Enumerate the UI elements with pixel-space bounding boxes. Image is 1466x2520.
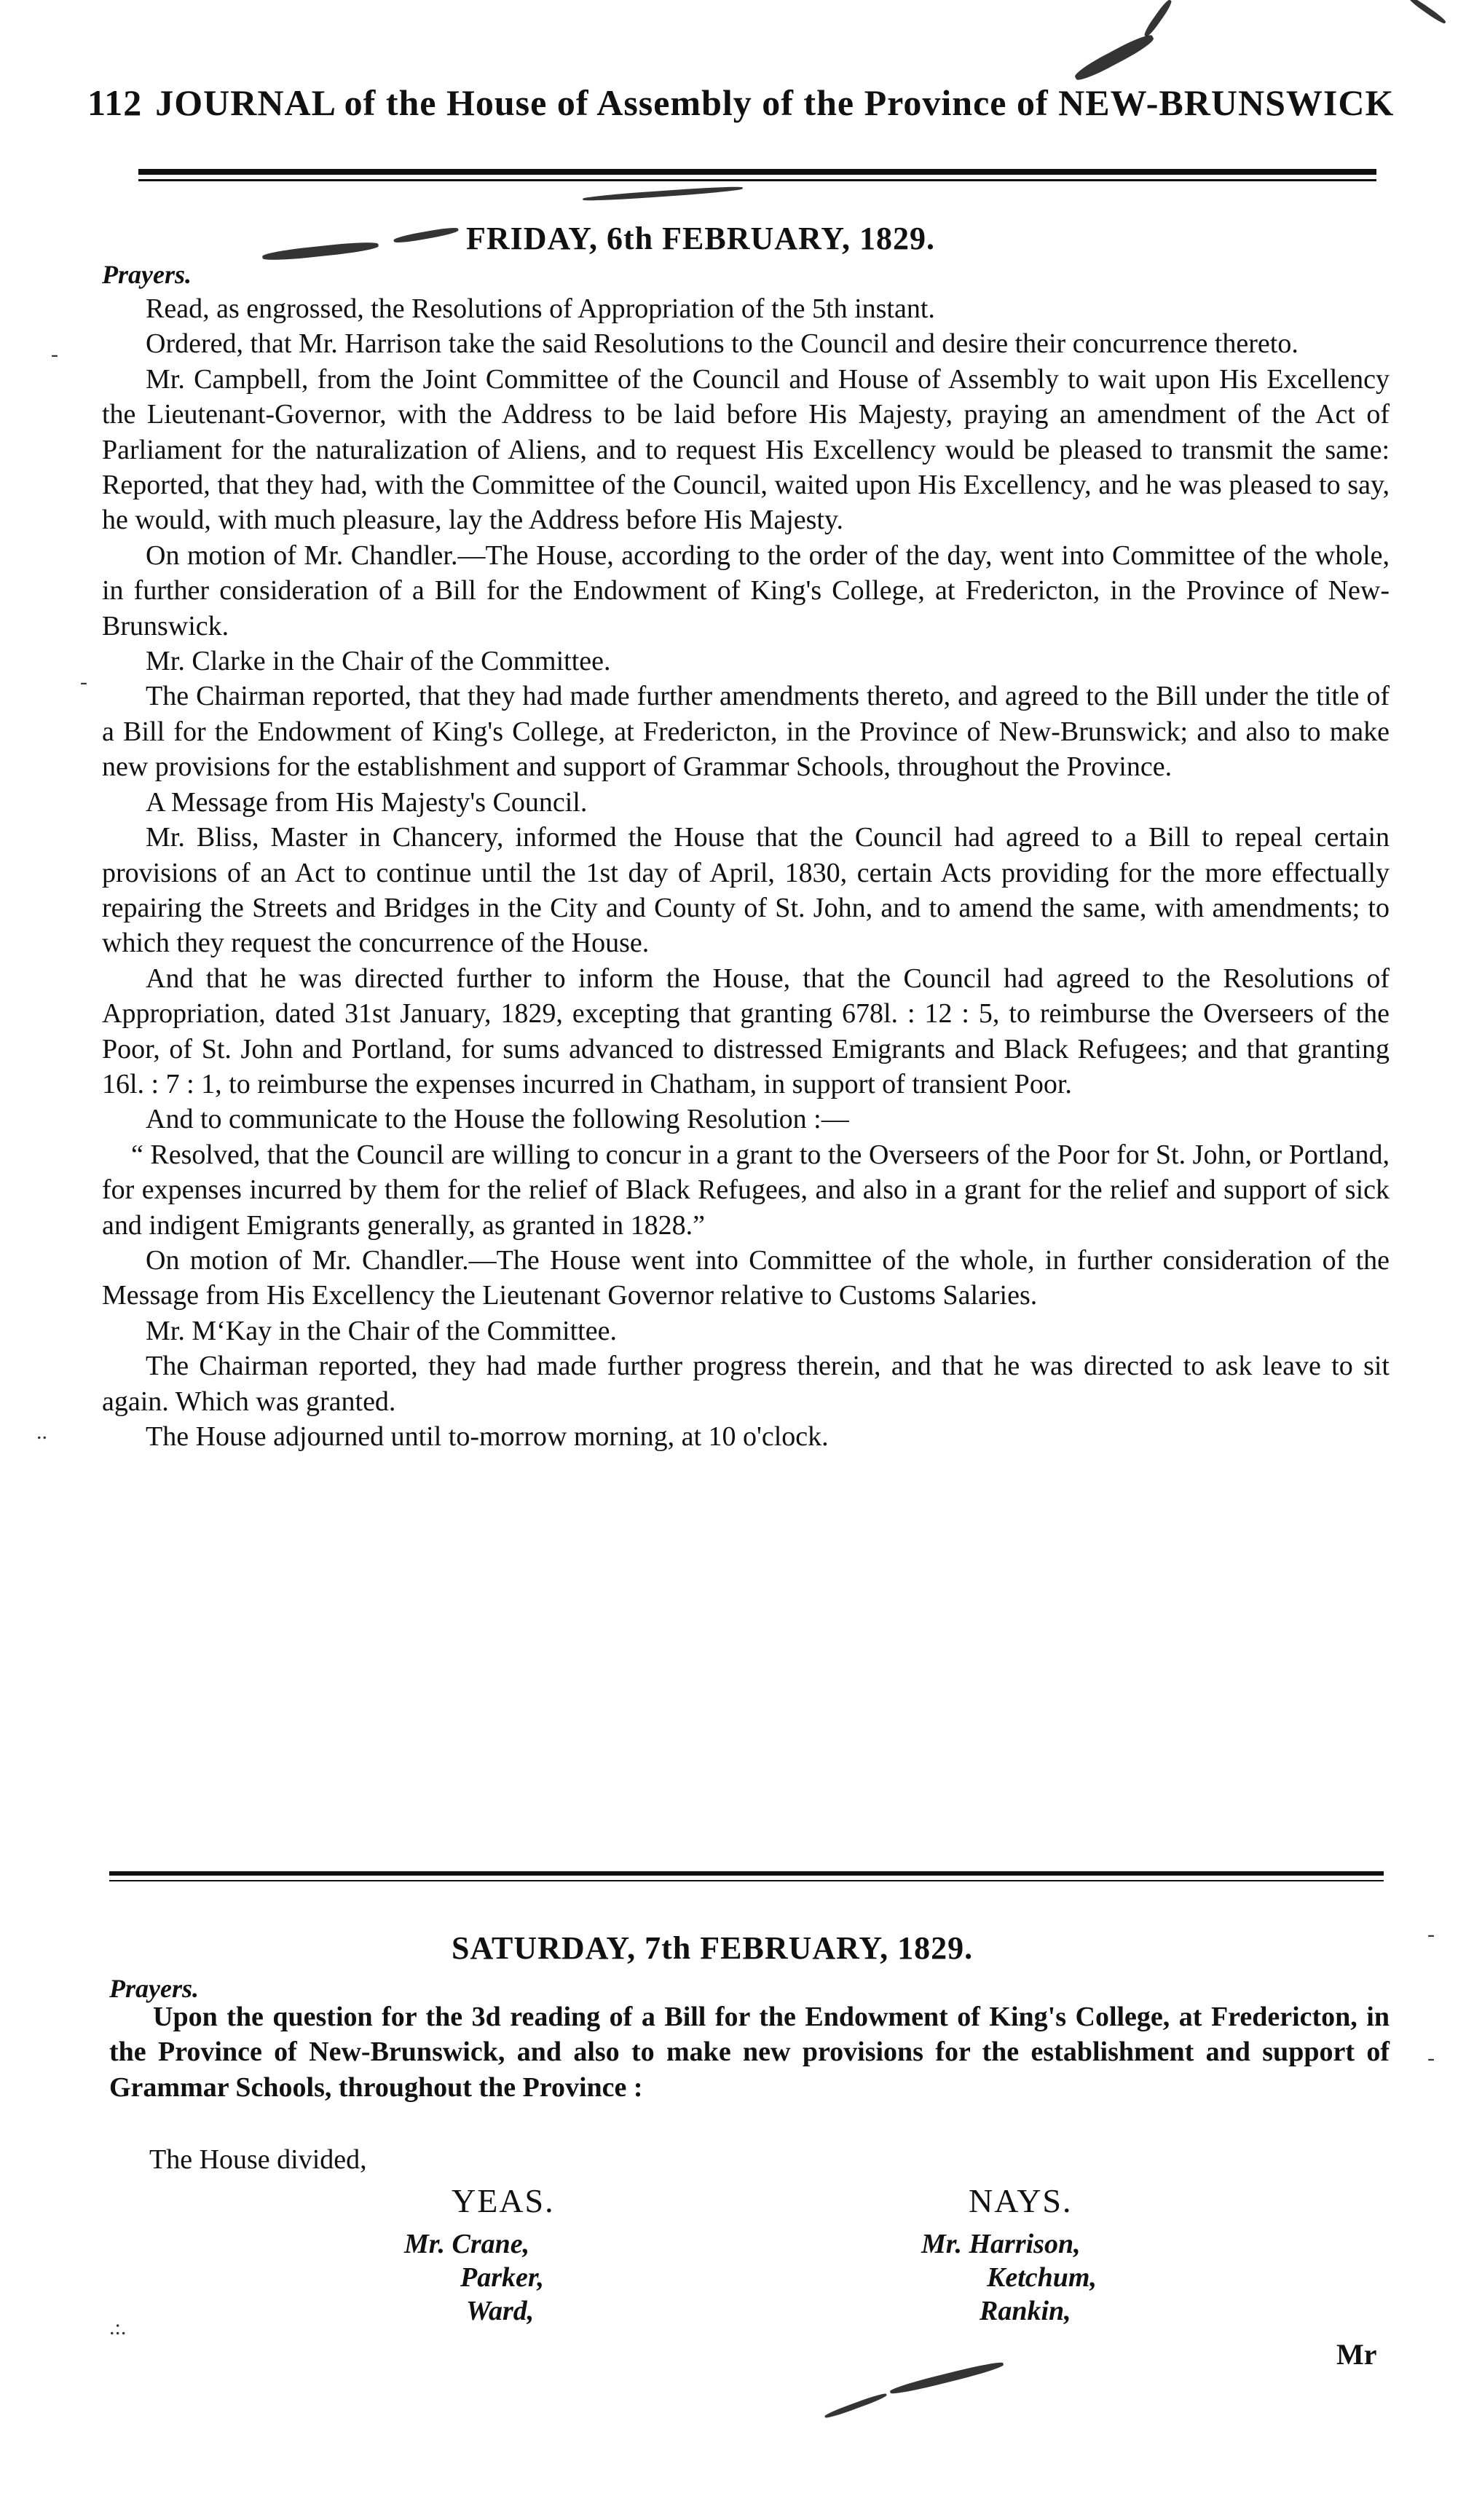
section-rule	[109, 1871, 1384, 1876]
paragraph-bliss-informed: Mr. Bliss, Master in Chancery, informed the House that the Council had agreed to a Bill to repeal certain provisions of an Act to continue until the 1st day of April, 1830, certain Acts providing for the more effectually repairing the Streets and Bridges in the City and County of St. John, and to amend the same, with amendments; to which they request the concurrence of the House.	[102, 822, 1390, 959]
paragraph-resolutions-agreed: And that he was directed further to inform the House, that the Council had agreed to the Resolutions of Appropriation, dated 31st January, 1829, excepting that granting 678l. : 12 : 5, to reimburse the Overseers of the Poor, of St. John and Portland, for sums advanced to distressed Emigrants and Black Refugees; and that granting 16l. : 7 : 1, to reimburse the expenses incurred in Chatham, in support of transient Poor.	[102, 963, 1390, 1099]
nays-heading: NAYS.	[969, 2182, 1073, 2219]
saturday-body	[109, 1999, 1390, 2105]
paragraph-chandler-customs: On motion of Mr. Chandler.—The House went into Committee of the whole, in further consideration of the Message from His Excellency the Lieutenant Governor relative to Customs Salaries.	[102, 1244, 1390, 1311]
yea-member: Parker,	[460, 2262, 545, 2293]
ink-stain	[1073, 31, 1156, 84]
paragraph-campbell-report: Mr. Campbell, from the Joint Committee of the Council and House of Assembly to wait upon His Excellency the Lieutenant-Governor, with the Address to be laid before His Majesty, praying an amendment of the Act of Parliament for the naturalization of Aliens, and to request His Excellency would be pleased to transmit the same: Reported, that they had, with the Committee of the Council, waited upon His Excellency, and he was pleased to say, he would, with much pleasure, lay the Address before His Majesty.	[102, 363, 1390, 536]
paragraph-read-engrossed: Read, as engrossed, the Resolutions of Appropriation of the 5th instant.	[146, 293, 935, 324]
ink-stain	[889, 2360, 1004, 2396]
saturday-heading: SATURDAY, 7th FEBRUARY, 1829.	[452, 1930, 974, 1966]
paragraph-chandler-motion: On motion of Mr. Chandler.—The House, according to the order of the day, went into Committee of the whole, in further consideration of a Bill for the Endowment of King's College, at Fredericton, in the Province of New-Brunswick.	[102, 540, 1390, 641]
ink-stain	[1143, 0, 1174, 38]
margin-mark: -	[80, 670, 87, 694]
house-divided: The House divided,	[149, 2144, 367, 2175]
paragraph-progress-report: The Chairman reported, they had made further progress therein, and that he was directed to ask leave to sit again. Which was granted.	[102, 1351, 1390, 1417]
nay-member: Ketchum,	[987, 2262, 1097, 2293]
friday-heading: FRIDAY, 6th FEBRUARY, 1829.	[466, 221, 936, 256]
running-head-title: JOURNAL of the House of Assembly of the Province of NEW-BRUNSWICK	[155, 82, 1395, 123]
ink-stain	[824, 2392, 887, 2420]
saturday-prayers: Prayers.	[109, 1974, 199, 2003]
paragraph-ordered-harrison: Ordered, that Mr. Harrison take the said Resolutions to the Council and desire their concurrence thereto.	[146, 328, 1298, 360]
yeas-heading: YEAS.	[452, 2182, 555, 2219]
paragraph-clarke-chair: Mr. Clarke in the Chair of the Committee.	[146, 646, 611, 677]
ink-stain	[1408, 0, 1447, 25]
paragraph-third-reading: Upon the question for the 3d reading of a Bill for the Endowment of King's College, at Fredericton, in the Province of New-Brunswick, and also to make new provisions for the establishment and support of Grammar Schools, throughout the Province :	[109, 2002, 1390, 2103]
ink-stain	[262, 240, 379, 263]
paragraph-resolved-quote: “ Resolved, that the Council are willing to concur in a grant to the Overseers of the Poor for St. John, or Portland, for expenses incurred by them for the relief of Black Refugees, and also in a grant for the relief and support of sick and indigent Emigrants generally, as granted in 1828.”	[102, 1139, 1390, 1241]
friday-prayers: Prayers.	[102, 260, 192, 289]
paragraph-mckay-chair: Mr. M‘Kay in the Chair of the Committee.	[146, 1315, 617, 1346]
header-rule	[138, 169, 1376, 175]
paragraph-chairman-report: The Chairman reported, that they had made further amendments thereto, and agreed to the Bill under the title of a Bill for the Endowment of King's College, at Fredericton, in the Province of New-Brunswick; and also to make new provisions for the establishment and support of Grammar Schools, throughout the Province.	[102, 681, 1390, 783]
nay-member: Rankin,	[980, 2296, 1071, 2326]
header-rule-thin	[138, 179, 1376, 181]
margin-mark: .:.	[109, 2315, 127, 2339]
margin-mark: -	[1427, 2046, 1435, 2070]
ink-stain	[393, 226, 459, 244]
friday-body	[102, 291, 1390, 1454]
yea-member: Mr. Crane,	[404, 2229, 530, 2259]
margin-mark: ..	[36, 1420, 47, 1444]
paragraph-communicate-resolution: And to communicate to the House the following Resolution :—	[146, 1104, 849, 1135]
nay-member: Mr. Harrison,	[921, 2229, 1081, 2259]
yea-member: Ward,	[466, 2296, 535, 2326]
margin-mark: -	[51, 342, 58, 366]
ink-stain	[583, 185, 743, 202]
section-rule-thin	[109, 1880, 1384, 1881]
paragraph-adjourned: The House adjourned until to-morrow morning, at 10 o'clock.	[146, 1421, 829, 1452]
page-number: 112	[87, 82, 143, 123]
running-head	[87, 82, 1395, 124]
paragraph-council-message: A Message from His Majesty's Council.	[146, 786, 588, 818]
catchword: Mr	[1336, 2338, 1377, 2371]
margin-mark: -	[1427, 1922, 1435, 1946]
